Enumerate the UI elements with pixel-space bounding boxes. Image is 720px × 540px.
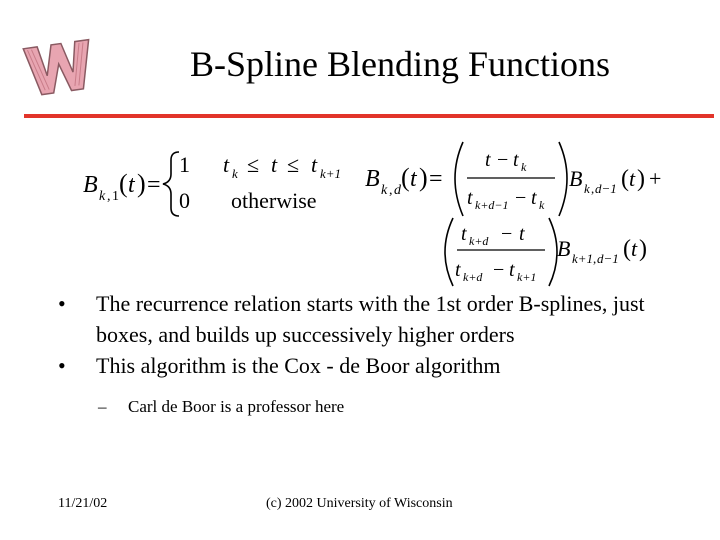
- svg-text:1: 1: [179, 152, 190, 177]
- svg-text:t: t: [311, 152, 318, 177]
- title-divider: [24, 114, 714, 118]
- svg-text:=: =: [429, 166, 443, 192]
- svg-text:(: (: [621, 166, 629, 192]
- svg-text:t: t: [467, 187, 473, 209]
- svg-text:+: +: [649, 166, 662, 191]
- bullet-marker: •: [58, 353, 66, 378]
- svg-text:−: −: [497, 149, 509, 171]
- svg-text:t: t: [128, 172, 135, 198]
- svg-text:B: B: [83, 172, 98, 198]
- svg-text:=: =: [147, 172, 161, 198]
- svg-text:k+1: k+1: [320, 166, 342, 181]
- svg-text:(: (: [401, 163, 410, 192]
- slide-title: B-Spline Blending Functions: [189, 44, 610, 84]
- base-case-formula: [83, 152, 341, 216]
- svg-text:t: t: [519, 223, 525, 245]
- university-logo: [18, 30, 100, 102]
- svg-text:t: t: [410, 166, 417, 192]
- bullet-item: [58, 288, 698, 350]
- svg-text:otherwise: otherwise: [231, 188, 317, 213]
- svg-text:≤: ≤: [287, 152, 300, 177]
- svg-text:): ): [639, 236, 647, 262]
- sub-bullet-text: Carl de Boor is a professor here: [128, 397, 345, 416]
- svg-text:,: ,: [591, 181, 595, 196]
- svg-text:d−1: d−1: [597, 251, 619, 266]
- svg-text:k+d: k+d: [469, 234, 489, 248]
- bullet-marker: •: [58, 291, 66, 316]
- bullet-text: The recurrence relation starts with the 1st order B-splines, just boxes, and builds up successively higher orders: [96, 291, 645, 347]
- svg-text:B: B: [557, 236, 571, 261]
- svg-text:k: k: [539, 198, 545, 212]
- svg-text:(: (: [623, 236, 631, 262]
- svg-text:t: t: [631, 236, 638, 261]
- svg-text:k: k: [381, 183, 388, 198]
- svg-text:−: −: [493, 259, 505, 281]
- svg-text:t: t: [531, 187, 537, 209]
- footer-date: 11/21/02: [58, 496, 108, 511]
- svg-text:): ): [419, 163, 428, 192]
- svg-text:t: t: [271, 152, 278, 177]
- svg-text:t: t: [223, 152, 230, 177]
- svg-text:−: −: [501, 223, 513, 245]
- svg-text:t: t: [485, 149, 491, 171]
- svg-text:k+d: k+d: [463, 270, 483, 284]
- svg-text:(: (: [119, 169, 128, 198]
- svg-text:k: k: [584, 181, 590, 196]
- svg-text:): ): [137, 169, 146, 198]
- bullet-item: [58, 350, 698, 381]
- bullet-text: This algorithm is the Cox - de Boor algorithm: [96, 353, 501, 378]
- svg-text:−: −: [515, 187, 527, 209]
- svg-text:k: k: [99, 189, 106, 204]
- svg-text:t: t: [629, 166, 636, 191]
- footer-copyright: (c) 2002 University of Wisconsin: [266, 496, 453, 511]
- svg-text:d−1: d−1: [595, 181, 617, 196]
- svg-text:1: 1: [112, 189, 119, 204]
- svg-text:B: B: [365, 166, 380, 192]
- svg-text:0: 0: [179, 188, 190, 213]
- sub-bullet-item: [58, 395, 698, 419]
- svg-text:t: t: [509, 259, 515, 281]
- logo-letter: W: [58, 80, 60, 81]
- sub-bullet-marker: –: [98, 397, 107, 416]
- svg-text:t: t: [513, 149, 519, 171]
- svg-text:k+1: k+1: [572, 251, 594, 266]
- recurrence-formula: [365, 142, 661, 286]
- svg-text:k+d−1: k+d−1: [475, 198, 509, 212]
- svg-text:≤: ≤: [247, 152, 260, 177]
- svg-text:,: ,: [107, 189, 111, 204]
- svg-text:B: B: [569, 166, 583, 191]
- svg-text:k+1: k+1: [517, 270, 537, 284]
- svg-text:,: ,: [389, 183, 393, 198]
- svg-text:k: k: [232, 166, 238, 181]
- svg-text:t: t: [461, 223, 467, 245]
- svg-text:): ): [637, 166, 645, 192]
- svg-text:t: t: [455, 259, 461, 281]
- bullet-list: [58, 288, 698, 419]
- blending-formula: [75, 130, 675, 295]
- svg-text:d: d: [394, 183, 401, 198]
- svg-text:k: k: [521, 160, 527, 174]
- svg-text:,: ,: [593, 251, 597, 266]
